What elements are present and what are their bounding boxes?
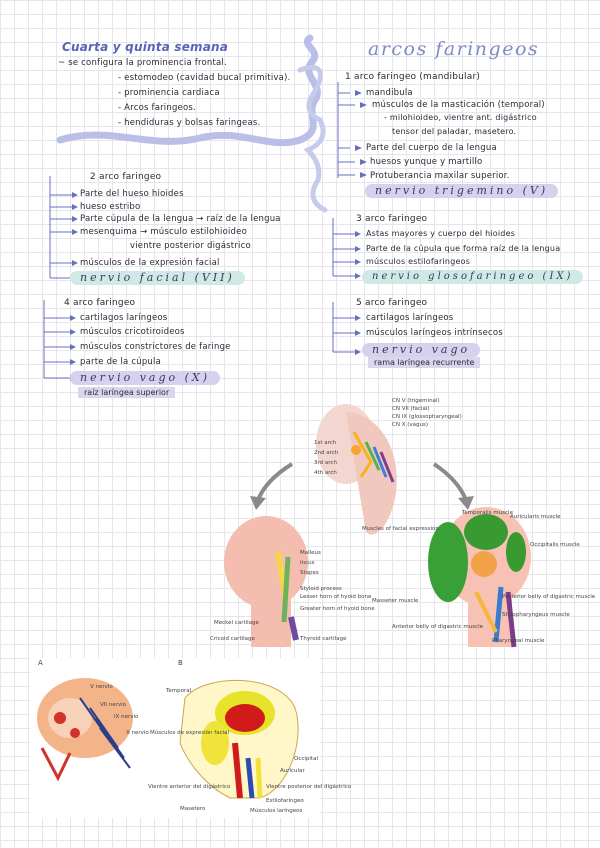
bullet-item: - hendiduras y bolsas faringeas.	[118, 118, 261, 128]
arch3-nerve: nervio glosofaringeo (IX)	[362, 270, 583, 284]
fig2-label: VII nervio	[100, 702, 127, 708]
fig2-label: Occipital	[294, 756, 318, 762]
fig-label: Thyroid cartilage	[300, 636, 347, 642]
arch2-item: músculos de la expresión facial	[80, 258, 220, 268]
fig-label: Muscles of facial expression	[362, 526, 439, 532]
arch4-branch-tag: raíz laríngea superior	[78, 387, 175, 398]
arch5-item: cartilagos laríngeos	[366, 313, 454, 323]
fig-label: Temporalis muscle	[462, 510, 513, 516]
fig2-label: Músculos laríngeos	[250, 808, 303, 814]
arch2-nerve: nervio facial (VII)	[70, 271, 245, 285]
arch2-item: Parte del hueso hioides	[80, 189, 184, 199]
fig2-label: Vientre posterior del digástrico	[266, 784, 352, 790]
arch1-title: 1 arco faringeo (mandibular)	[345, 72, 481, 82]
legend-cn-vii: CN VII (facial)	[392, 406, 430, 412]
arch3-item: músculos estilofaringeos	[366, 257, 471, 266]
arch4-nerve: nervio vago (X)	[70, 371, 220, 385]
arch2-item: hueso estribo	[80, 202, 141, 212]
fig-label: Posterior belly of digastric muscle	[502, 594, 596, 600]
arch2-item: mesenquima → músculo estilohioideo	[80, 227, 247, 237]
arch-label: 1st arch	[314, 440, 337, 446]
fig2-label: Temporal	[166, 688, 192, 694]
arch3-item: Astas mayores y cuerpo del hioides	[366, 229, 516, 238]
page-title: Cuarta y quinta semana	[62, 40, 229, 54]
fig2-label: Masetero	[180, 806, 206, 812]
arch5-item: músculos laríngeos intrínsecos	[366, 328, 503, 338]
fig-label: Styloid process	[300, 586, 342, 592]
arch4-title: 4 arco faringeo	[64, 298, 136, 308]
arch1-item: tensor del paladar, masetero.	[392, 127, 517, 136]
bullet-item: - prominencia cardiaca	[118, 88, 220, 98]
fig2-label: IX nervio	[114, 714, 139, 720]
fig-label: Pharyngeal muscle	[492, 638, 545, 644]
arch1-item: Parte del cuerpo de la lengua	[366, 143, 497, 153]
fig-label: Meckel cartilage	[214, 620, 259, 626]
arch-label: 4th arch	[314, 470, 337, 476]
arch1-item: Protuberancia maxilar superior.	[370, 171, 510, 181]
fig-label: Anterior belly of digastric muscle	[392, 624, 484, 630]
arch1-item: huesos yunque y martillo	[370, 157, 483, 167]
arch3-item: Parte de la cúpula que forma raíz de la lengua	[366, 244, 561, 253]
arch2-item: Parte cúpula de la lengua → raíz de la lengua	[80, 214, 281, 224]
fig-label: Stylopharyngeus muscle	[502, 612, 570, 618]
arch5-nerve: nervio vago	[362, 343, 480, 357]
arch4-item: músculos cricotiroideos	[80, 327, 185, 337]
bullet-item: - Arcos faringeos.	[118, 103, 196, 113]
fig-label: Auricularis muscle	[510, 514, 561, 520]
arch4-item: músculos constrictores de faringe	[80, 342, 231, 352]
panel-b-label: B	[178, 659, 183, 667]
arch5-title: 5 arco faringeo	[356, 298, 428, 308]
fig-label: Cricoid cartilage	[210, 636, 255, 642]
legend-cn-v: CN V (trigeminal)	[392, 398, 440, 404]
fig2-label: V nervio	[90, 684, 113, 690]
arch1-item: - milohioideo, vientre ant. digástrico	[384, 113, 537, 122]
fig-label: Stapes	[300, 570, 319, 576]
legend-cn-ix: CN IX (glossopharyngeal)	[392, 414, 462, 420]
legend-cn-x: CN X (vagus)	[392, 422, 428, 428]
fig-label: Occipitalis muscle	[530, 542, 580, 548]
figure-pharyngeal-arches	[196, 392, 596, 652]
arch2-title: 2 arco faringeo	[90, 172, 162, 182]
arch1-item: mandibula	[366, 88, 413, 98]
fig2-label: Estilofaríngeo	[266, 798, 304, 804]
arch4-item: cartilagos laríngeos	[80, 313, 168, 323]
arch-label: 3rd arch	[314, 460, 337, 466]
fig-label: Malleus	[300, 550, 321, 556]
fig-label: Incus	[300, 560, 315, 566]
arch4-item: parte de la cúpula	[80, 357, 161, 367]
arch1-nerve: nervio trigemino (V)	[365, 184, 558, 198]
arch-label: 2nd arch	[314, 450, 339, 456]
fig-label: Lesser horn of hyoid bone	[300, 594, 372, 600]
fig2-label: Vientre anterior del digástrico	[148, 784, 231, 790]
intro-text: ~ se configura la prominencia frontal.	[58, 58, 227, 68]
figure-embryo-nerves	[30, 658, 352, 818]
fig-label: Greater horn of hyoid bone	[300, 606, 375, 612]
bullet-item: - estomodeo (cavidad bucal primitiva).	[118, 73, 291, 83]
section-title: arcos faringeos	[368, 38, 540, 60]
panel-a-label: A	[38, 659, 43, 667]
fig2-label: Auricular	[280, 768, 305, 774]
fig2-label: Músculos de expresión facial	[150, 730, 230, 736]
arch5-branch-tag: rama laríngea recurrente	[368, 357, 480, 368]
arch3-title: 3 arco faringeo	[356, 214, 428, 224]
figure-embryo-illustration	[30, 658, 320, 818]
fig2-label: X nervio	[126, 730, 149, 736]
fig-label: Masseter muscle	[372, 598, 419, 604]
arch1-item: músculos de la masticación (temporal)	[372, 100, 545, 110]
arch2-item: vientre posterior digástrico	[130, 241, 251, 251]
